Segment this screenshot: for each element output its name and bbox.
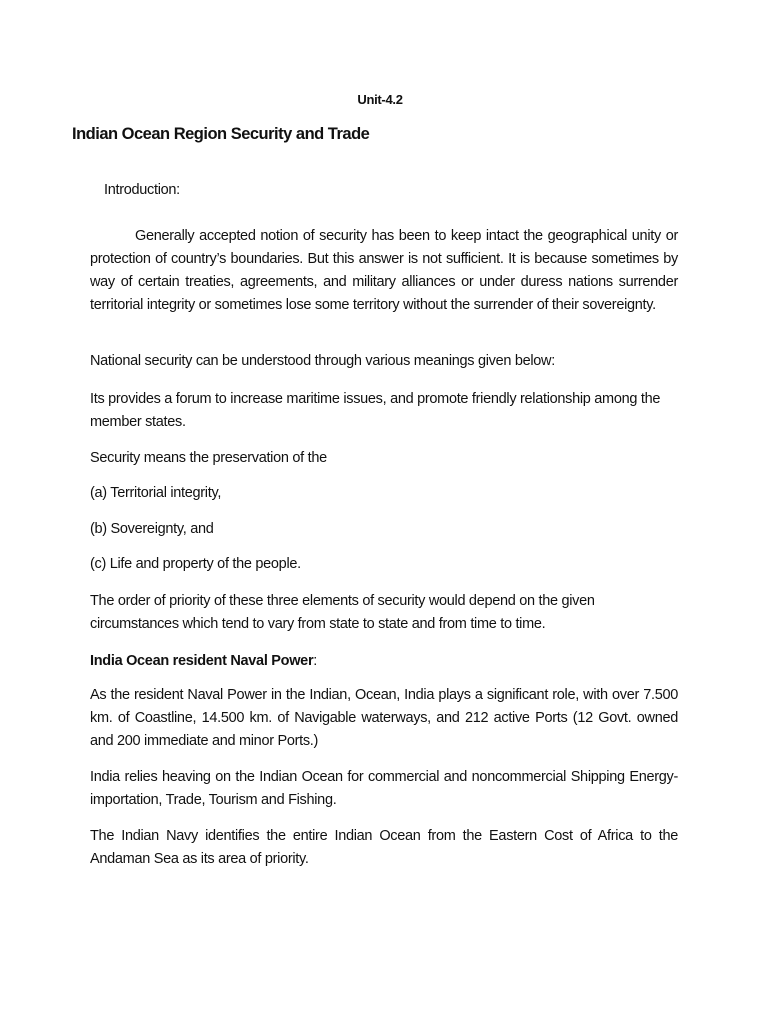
unit-label: Unit-4.2 xyxy=(357,92,403,107)
list-item-life-property: (c) Life and property of the people. xyxy=(90,556,301,572)
page-title: Indian Ocean Region Security and Trade xyxy=(72,125,370,143)
introduction-label: Introduction: xyxy=(104,182,180,198)
paragraph-security-notion: Generally accepted notion of security has been to keep intact the geographical unity or protection of country’s boundaries. But this answer is not sufficient. It is because sometimes by way of certain treaties, agreements, and military alliances or under duress nations surrender territorial integrity or sometimes lose some territory without the surrender of their sovereignty. xyxy=(90,228,678,313)
list-item-sovereignty: (b) Sovereignty, and xyxy=(90,521,214,537)
paragraph-preservation: Security means the preservation of the xyxy=(90,450,327,466)
paragraph-order-priority: The order of priority of these three elements of security would depend on the given circumstances which tend to vary from state to state and from time to time. xyxy=(90,593,595,632)
section-heading xyxy=(90,650,678,673)
paragraph-forum: Its provides a forum to increase maritime issues, and promote friendly relationship among the member states. xyxy=(90,391,661,430)
paragraph-reliance: India relies heaving on the Indian Ocean for commercial and noncommercial Shipping Energy-importation, Trade, Tourism and Fishing. xyxy=(90,769,678,808)
paragraph-navy-priority: The Indian Navy identifies the entire Indian Ocean from the Eastern Cost of Africa to the Andaman Sea as its area of priority. xyxy=(90,828,678,867)
section-heading-colon: : xyxy=(313,653,318,669)
paragraph-naval-power: As the resident Naval Power in the Indian, Ocean, India plays a significant role, with over 7.500 km. of Coastline, 14.500 km. of Navigable waterways, and 212 active Ports (12 Govt. owned and 200 immediate and minor Ports.) xyxy=(90,687,678,749)
list-item-territorial-integrity: (a) Territorial integrity, xyxy=(90,485,222,501)
section-heading-text: India Ocean resident Naval Power xyxy=(90,653,314,669)
paragraph-national-security: National security can be understood through various meanings given below: xyxy=(90,353,555,369)
